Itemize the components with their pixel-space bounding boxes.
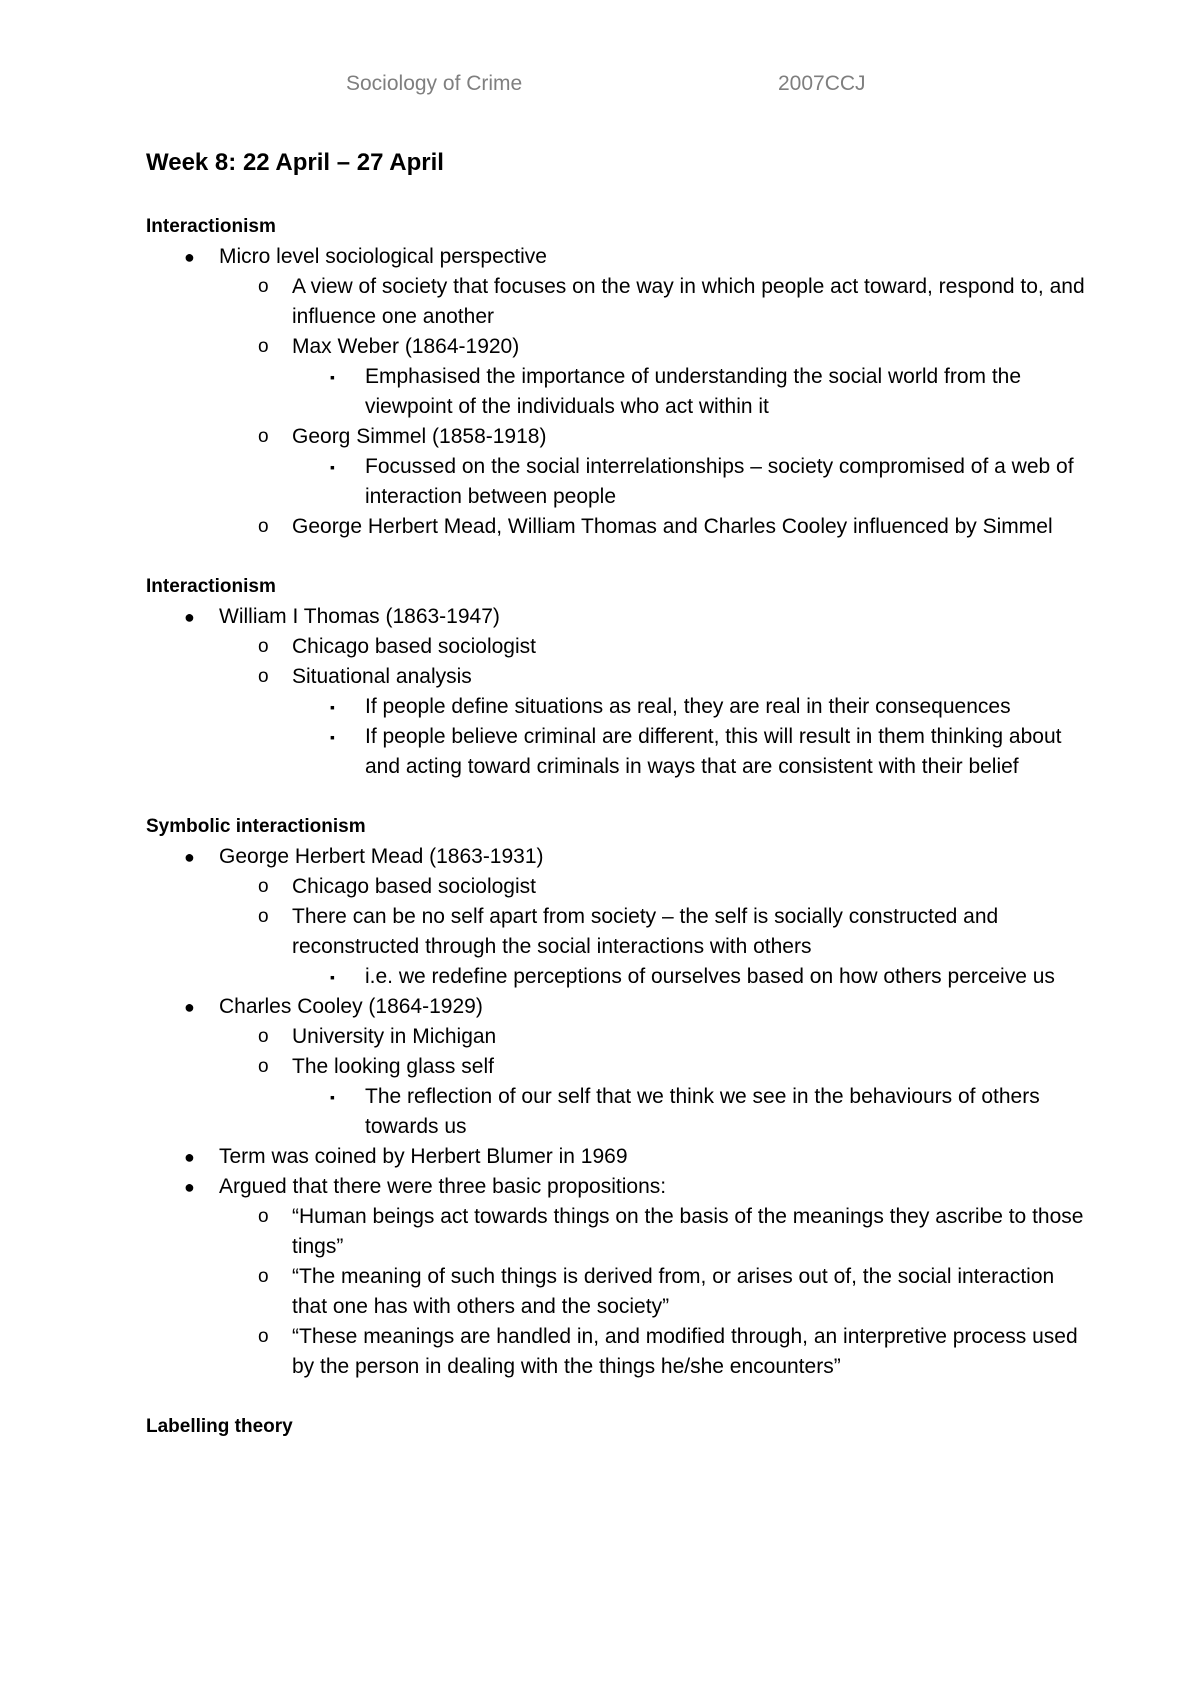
- list-item-text: Situational analysis: [292, 665, 472, 688]
- course-code: 2007CCJ: [778, 72, 866, 95]
- square-bullet-icon: ▪: [330, 699, 335, 715]
- bullet-icon: ●: [184, 1177, 195, 1197]
- list-item-text: George Herbert Mead (1863-1931): [219, 845, 544, 868]
- bullet-icon: ●: [184, 847, 195, 867]
- list-item: [146, 512, 1086, 542]
- list-item-text: A view of society that focuses on the way in which people act toward, respond to, and influence one another: [292, 275, 1085, 328]
- circle-bullet-icon: o: [258, 636, 269, 657]
- circle-bullet-icon: o: [258, 876, 269, 897]
- list-item: [146, 662, 1086, 692]
- list-item: [146, 842, 1086, 872]
- list-item: [146, 992, 1086, 1022]
- bullet-icon: ●: [184, 997, 195, 1017]
- section: [146, 572, 1086, 782]
- circle-bullet-icon: o: [258, 1026, 269, 1047]
- section-heading: Symbolic interactionism: [146, 816, 366, 837]
- page-title: Week 8: 22 April – 27 April: [146, 149, 444, 176]
- circle-bullet-icon: o: [258, 1266, 269, 1287]
- list-item-text: Max Weber (1864-1920): [292, 335, 520, 358]
- list-item: [146, 1052, 1086, 1082]
- square-bullet-icon: ▪: [330, 1089, 335, 1105]
- section: [146, 812, 1086, 1382]
- list-item: [146, 692, 1086, 722]
- list-item-text: “Human beings act towards things on the basis of the meanings they ascribe to those tings”: [292, 1205, 1084, 1258]
- list-item-text: Micro level sociological perspective: [219, 245, 547, 268]
- list-item-text: There can be no self apart from society – the self is socially constructed and reconstructed through the social interactions with others: [292, 905, 999, 958]
- bullet-icon: ●: [184, 247, 195, 267]
- bullet-icon: ●: [184, 607, 195, 627]
- list-item: [146, 422, 1086, 452]
- bullet-list: [146, 242, 1086, 542]
- list-item-text: Argued that there were three basic propositions:: [219, 1175, 667, 1198]
- square-bullet-icon: ▪: [330, 969, 335, 985]
- list-item: [146, 362, 1086, 422]
- circle-bullet-icon: o: [258, 906, 269, 927]
- square-bullet-icon: ▪: [330, 459, 335, 475]
- section-heading: Interactionism: [146, 216, 276, 237]
- list-item: [146, 962, 1086, 992]
- list-item: [146, 452, 1086, 512]
- bullet-list: [146, 602, 1086, 782]
- list-item: [146, 1202, 1086, 1262]
- list-item-text: If people believe criminal are different, this will result in them thinking about and acting toward criminals in ways that are consistent with their belief: [365, 725, 1062, 778]
- list-item-text: “The meaning of such things is derived from, or arises out of, the social interaction that one has with others and the society”: [292, 1265, 1055, 1318]
- circle-bullet-icon: o: [258, 276, 269, 297]
- list-item-text: George Herbert Mead, William Thomas and Charles Cooley influenced by Simmel: [292, 515, 1053, 538]
- list-item-text: William I Thomas (1863-1947): [219, 605, 500, 628]
- circle-bullet-icon: o: [258, 516, 269, 537]
- list-item-text: Charles Cooley (1864-1929): [219, 995, 483, 1018]
- list-item: [146, 1172, 1086, 1202]
- list-item-text: The looking glass self: [292, 1055, 494, 1078]
- list-item-text: The reflection of our self that we think we see in the behaviours of others towards us: [365, 1085, 1040, 1138]
- list-item: [146, 902, 1086, 962]
- section-heading: Labelling theory: [146, 1416, 293, 1437]
- circle-bullet-icon: o: [258, 666, 269, 687]
- bullet-list: [146, 842, 1086, 1382]
- list-item: [146, 602, 1086, 632]
- list-item: [146, 1082, 1086, 1142]
- section: [146, 1412, 1086, 1442]
- list-item-text: Term was coined by Herbert Blumer in 1969: [219, 1145, 628, 1168]
- list-item: [146, 872, 1086, 902]
- list-item-text: If people define situations as real, they are real in their consequences: [365, 695, 1011, 718]
- list-item: [146, 332, 1086, 362]
- list-item: [146, 1322, 1086, 1382]
- list-item: [146, 242, 1086, 272]
- section-heading: Interactionism: [146, 576, 276, 597]
- list-item: [146, 632, 1086, 662]
- section: [146, 212, 1086, 542]
- list-item-text: i.e. we redefine perceptions of ourselves based on how others perceive us: [365, 965, 1055, 988]
- bullet-icon: ●: [184, 1147, 195, 1167]
- circle-bullet-icon: o: [258, 336, 269, 357]
- list-item-text: Georg Simmel (1858-1918): [292, 425, 547, 448]
- list-item-text: Chicago based sociologist: [292, 875, 536, 898]
- list-item: [146, 722, 1086, 782]
- list-item-text: Emphasised the importance of understanding the social world from the viewpoint of the individuals who act within it: [365, 365, 1022, 418]
- course-name: Sociology of Crime: [346, 72, 523, 95]
- list-item-text: Focussed on the social interrelationships – society compromised of a web of interaction between people: [365, 455, 1074, 508]
- list-item: [146, 1142, 1086, 1172]
- list-item-text: Chicago based sociologist: [292, 635, 536, 658]
- document-body: [146, 148, 1086, 1472]
- page-header: [0, 72, 1200, 102]
- circle-bullet-icon: o: [258, 1056, 269, 1077]
- list-item: [146, 1262, 1086, 1322]
- list-item-text: University in Michigan: [292, 1025, 497, 1048]
- square-bullet-icon: ▪: [330, 729, 335, 745]
- circle-bullet-icon: o: [258, 1206, 269, 1227]
- list-item: [146, 1022, 1086, 1052]
- circle-bullet-icon: o: [258, 426, 269, 447]
- list-item: [146, 272, 1086, 332]
- list-item-text: “These meanings are handled in, and modified through, an interpretive process used by the person in dealing with the things he/she encounters”: [292, 1325, 1078, 1378]
- sections-container: [146, 212, 1086, 1442]
- circle-bullet-icon: o: [258, 1326, 269, 1347]
- square-bullet-icon: ▪: [330, 369, 335, 385]
